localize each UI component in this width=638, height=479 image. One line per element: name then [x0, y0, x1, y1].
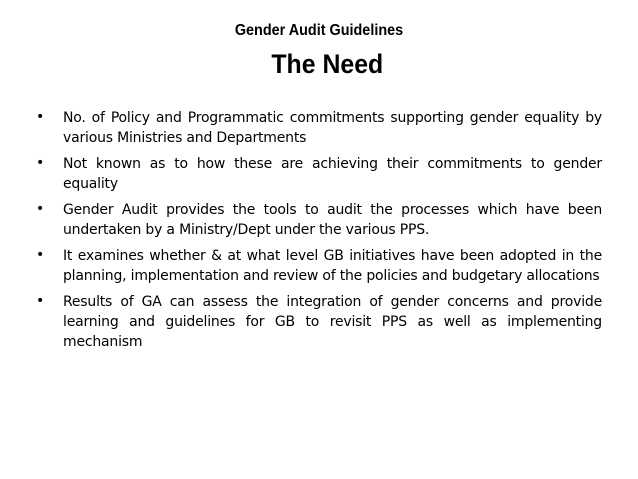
bullet-text: No. of Policy and Programmatic commitments supporting gender equality by various Ministries and Departments — [63, 110, 602, 146]
slide-supertitle: Gender Audit Guidelines — [234, 22, 404, 39]
bullet-icon: • — [36, 109, 45, 125]
bullet-icon: • — [36, 155, 45, 171]
list-item — [36, 108, 602, 148]
bullet-text: Results of GA can assess the integration of gender concerns and provide learning and guidelines for GB to revisit PPS as well as implementing mechanism — [63, 294, 602, 350]
list-item — [36, 200, 602, 240]
list-item — [36, 292, 602, 352]
list-item — [36, 246, 602, 286]
bullet-text: Not known as to how these are achieving their commitments to gender equality — [63, 156, 602, 192]
bullet-text: Gender Audit provides the tools to audit the processes which have been undertaken by a Ministry/Dept under the various PPS. — [63, 202, 602, 238]
bullet-text: It examines whether & at what level GB initiatives have been adopted in the planning, implementation and review of the policies and budgetary allocations — [63, 248, 602, 284]
list-item — [36, 154, 602, 194]
slide-title: The Need — [271, 49, 384, 79]
bullet-icon: • — [36, 247, 45, 263]
bullet-icon: • — [36, 293, 45, 309]
bullet-list — [36, 108, 602, 358]
bullet-icon: • — [36, 201, 45, 217]
